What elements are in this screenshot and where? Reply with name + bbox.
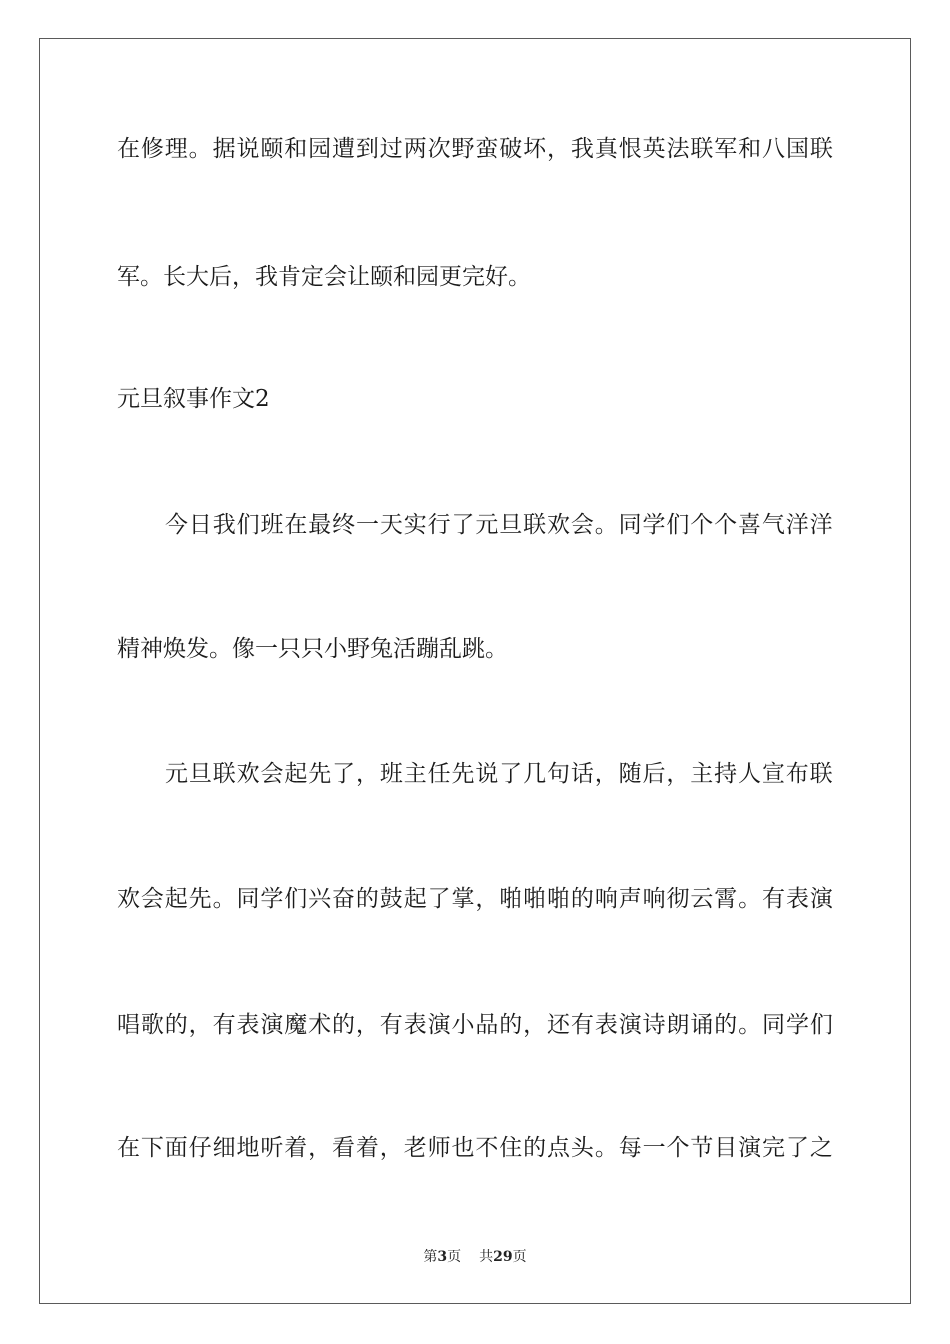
page-current: 3 (437, 1249, 448, 1265)
page-footer (0, 1246, 950, 1266)
text-line-2: 军。长大后，我肯定会让颐和园更完好。 (117, 264, 531, 290)
text-line-7: 唱 歌 的 ， 有 表 演 魔 术 的 ， 有 表 演 小 品 的 ， 还 有 表 演 诗 朗 诵 的 。 同 学 们 (117, 1012, 833, 1038)
text-line-8: 在 下 面 仔 细 地 听 着 ， 看 着 ， 老 师 也 不 住 的 点 头 。 每 一 个 节 目 演 完 了 之 (117, 1135, 833, 1161)
page-suffix: 页 (447, 1249, 462, 1265)
text-line-6: 欢 会 起 先 。 同 学 们 兴 奋 的 鼓 起 了 掌 ， 啪 啪 啪 的 响 声 响 彻 云 霄 。 有 表 演 (117, 886, 833, 912)
text-line-4: 精神焕发。像一只只小野兔活蹦乱跳。 (117, 636, 508, 662)
page-border (39, 38, 911, 1304)
total-prefix: 共 (479, 1249, 494, 1265)
text-line-5: 元 旦 联 欢 会 起 先 了 ， 班 主 任 先 说 了 几 句 话 ， 随 后 ， 主 持 人 宣 布 联 (165, 761, 833, 787)
page-prefix: 第 (423, 1249, 438, 1265)
text-line-1: 在 修 理 。 据 说 颐 和 园 遭 到 过 两 次 野 蛮 破 坏 ， 我 真 恨 英 法 联 军 和 八 国 联 (117, 136, 833, 162)
page-total: 29 (493, 1249, 513, 1265)
section-heading: 元旦叙事作文2 (117, 386, 270, 412)
total-suffix: 页 (512, 1249, 527, 1265)
text-line-3: 今 日 我 们 班 在 最 终 一 天 实 行 了 元 旦 联 欢 会 。 同 学 们 个 个 喜 气 洋 洋 (165, 512, 833, 538)
